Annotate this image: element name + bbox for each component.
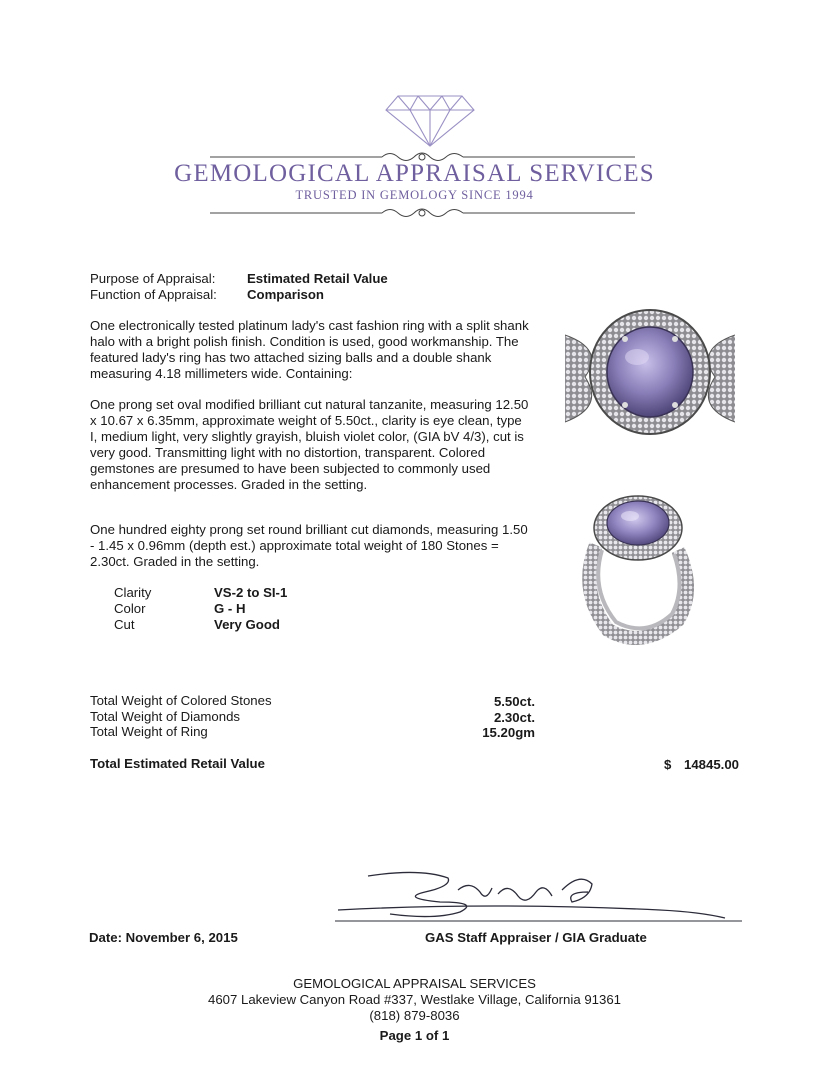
total-ring-weight-value: 15.20gm	[482, 725, 535, 740]
footer-address: 4607 Lakeview Canyon Road #337, Westlake Village, California 91361	[208, 992, 621, 1007]
diamonds-description: One hundred eighty prong set round brilliant cut diamonds, measuring 1.50 - 1.45 x 0.96mm (depth est.) approximate total weight of 180 Stones = 2.30ct. Graded in the setting.	[90, 522, 528, 569]
total-retail-value-label: Total Estimated Retail Value	[90, 756, 265, 771]
purpose-value: Estimated Retail Value	[247, 271, 388, 286]
tanzanite-description: One prong set oval modified brilliant cut natural tanzanite, measuring 12.50 x 10.67 x 6.35mm, approximate weight of 5.50ct., clarity is eye clean, type I, medium light, very slightly grayish, bluish violet color, (GIA bV 4/3), cut is very good. Transmitting light with no distortion, transparent. Colored gemstones are presumed to have been subjected to commonly used enhancement processes. Graded in the setting.	[90, 397, 529, 492]
cut-value: Very Good	[214, 617, 280, 632]
ornamental-divider-bottom	[210, 205, 635, 224]
ring-side-view-image	[578, 490, 698, 650]
purpose-label: Purpose of Appraisal:	[90, 271, 216, 286]
footer-phone: (818) 879-8036	[369, 1008, 460, 1023]
clarity-label: Clarity	[114, 585, 152, 600]
color-value: G - H	[214, 601, 246, 616]
clarity-value: VS-2 to SI-1	[214, 585, 288, 600]
company-name: GEMOLOGICAL APPRAISAL SERVICES	[174, 160, 655, 187]
total-diamonds-label: Total Weight of Diamonds	[90, 709, 241, 724]
appraiser-signature	[330, 862, 745, 933]
footer-company: GEMOLOGICAL APPRAISAL SERVICES	[293, 976, 536, 991]
total-diamonds-value: 2.30ct.	[493, 710, 535, 725]
cut-label: Cut	[114, 617, 135, 632]
ring-description: One electronically tested platinum lady's cast fashion ring with a split shank halo with a bright polish finish. Condition is used, good workmanship. The featured lady's ring has two attached sizing balls and a double shank measuring 4.18 millimeters wide. Containing:	[90, 318, 529, 381]
diamond-logo-icon	[384, 88, 476, 153]
total-ring-weight-label: Total Weight of Ring	[90, 724, 208, 739]
function-label: Function of Appraisal:	[90, 287, 217, 302]
total-retail-value: 14845.00	[684, 757, 740, 772]
appraisal-date: Date: November 6, 2015	[89, 930, 238, 945]
ring-top-view-image	[565, 297, 735, 452]
appraiser-title: GAS Staff Appraiser / GIA Graduate	[425, 930, 647, 945]
page-number: Page 1 of 1	[379, 1028, 450, 1043]
function-value: Comparison	[247, 287, 324, 302]
currency-symbol: $	[664, 757, 672, 772]
color-label: Color	[114, 601, 146, 616]
company-tagline: TRUSTED IN GEMOLOGY SINCE 1994	[295, 188, 534, 202]
total-colored-stones-value: 5.50ct.	[493, 694, 535, 709]
total-colored-stones-label: Total Weight of Colored Stones	[90, 693, 272, 708]
